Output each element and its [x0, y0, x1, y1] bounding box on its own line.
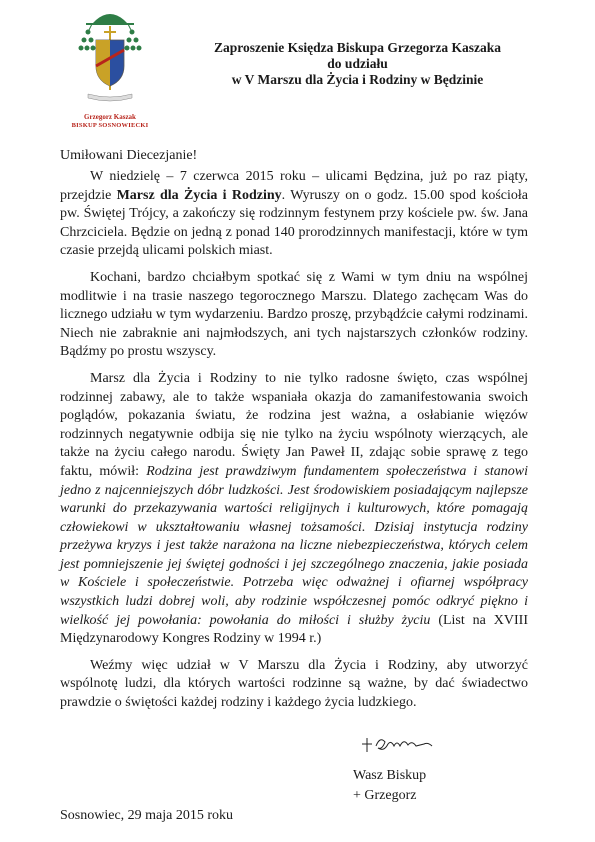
signature-role: Wasz Biskup [353, 768, 427, 783]
paragraph-4: Weźmy więc udział w V Marszu dla Życia i Rodziny, aby utworzyć wspólnotę ludzi, dla których wartości rodzinne są ważne, by dać świadectwo prawdzie o świętości każdej rodziny i każdego życia ludzkiego. [60, 657, 528, 711]
crest-bishop-name: Grzegorz Kaszak [84, 113, 136, 121]
header-line-2: do udziału [327, 56, 388, 71]
header-line-1: Zaproszenie Księdza Biskupa Grzegorza Kaszaka [214, 40, 501, 55]
signature-block [353, 766, 426, 806]
signature-name: + Grzegorz [353, 788, 417, 803]
letter-header [185, 40, 530, 88]
paragraph-1-start: W niedzielę – 7 czerwca 2015 roku – ulicami Będzina, już po raz piąty, przejdzie [60, 169, 528, 203]
letter-body [60, 168, 528, 721]
episcopal-coat-of-arms [76, 10, 144, 110]
paragraph-1 [60, 168, 528, 261]
place-and-date: Sosnowiec, 29 maja 2015 roku [60, 808, 234, 823]
paragraph-3-start: Marsz dla Życia i Rodziny to nie tylko radosne święto, czas wspólnej rodzinnej zabawy, ale to także wspaniała okazja do zamanifestowania swoich poglądów, pokazania światu, że rodzina jest ważna, a osłabianie więzów rodzinnych negatywnie odbija się nie tylko na życiu wspólnoty wierzących, ale także na życiu całego narodu. Święty Jan Paweł II, zdając sobie sprawę z tego faktu, mówił: [60, 370, 528, 479]
crest-bishop-title: BISKUP SOSNOWIECKI [71, 122, 149, 129]
paragraph-1-end: . Wyruszy on o godz. 15.00 spod kościoła pw. Świętej Trójcy, a zakończy się rodzinnym festynem przy kościele pw. św. Jana Chrzciciela. Będzie on jedną z ponad 140 prorodzinnych manifestacji, które w tym czasie przejdą ulicami polskich miast. [60, 187, 529, 259]
march-name: Marsz dla Życia i Rodziny [116, 187, 282, 203]
handwritten-signature [358, 726, 438, 758]
quote-citation: (List na XVIII Międzynarodowy Kongres Rodziny w 1994 r.) [60, 612, 528, 647]
header-line-3: w V Marszu dla Życia i Rodziny w Będzinie [231, 72, 484, 87]
papal-quote: Rodzina jest prawdziwym fundamentem społeczeństwa i stanowi jedno z najcenniejszych dóbr ludzkości. Jest środowiskiem posiadającym najlepsze warunki do przekazywania wartości religijnych i kulturowych, które pomagają człowiekowi w ukształtowaniu własnej tożsamości. Dzisiaj instytucja rodziny przeżywa kryzys i jest także narażona na liczne niebezpieczeństwa, których celem jest pomniejszenie jej świętej godności i jej szczególnego znaczenia, jakie posiada w Kościele i społeczeństwie. Potrzeba więc odważnej i ofiarnej współpracy wszystkich ludzi dobrej woli, aby rodzinie współczesnej pomóc odkryć piękno i wielkość jej powołania: powołania do miłości i służby życiu [60, 463, 529, 628]
greeting: Umiłowani Diecezjanie! [60, 148, 198, 163]
paragraph-3 [60, 370, 528, 649]
paragraph-2: Kochani, bardzo chciałbym spotkać się z Wami w tym dniu na wspólnej modlitwie i na trasie naszego tegorocznego Marszu. Dlatego zachęcam Was do licznego udziału w tym wydarzeniu. Bardzo proszę, przybądźcie całymi rodzinami. Niech nie zabraknie ani najmłodszych, ani tych najstarszych członków rodziny. Bądźmy po prostu wszyscy. [60, 269, 528, 360]
